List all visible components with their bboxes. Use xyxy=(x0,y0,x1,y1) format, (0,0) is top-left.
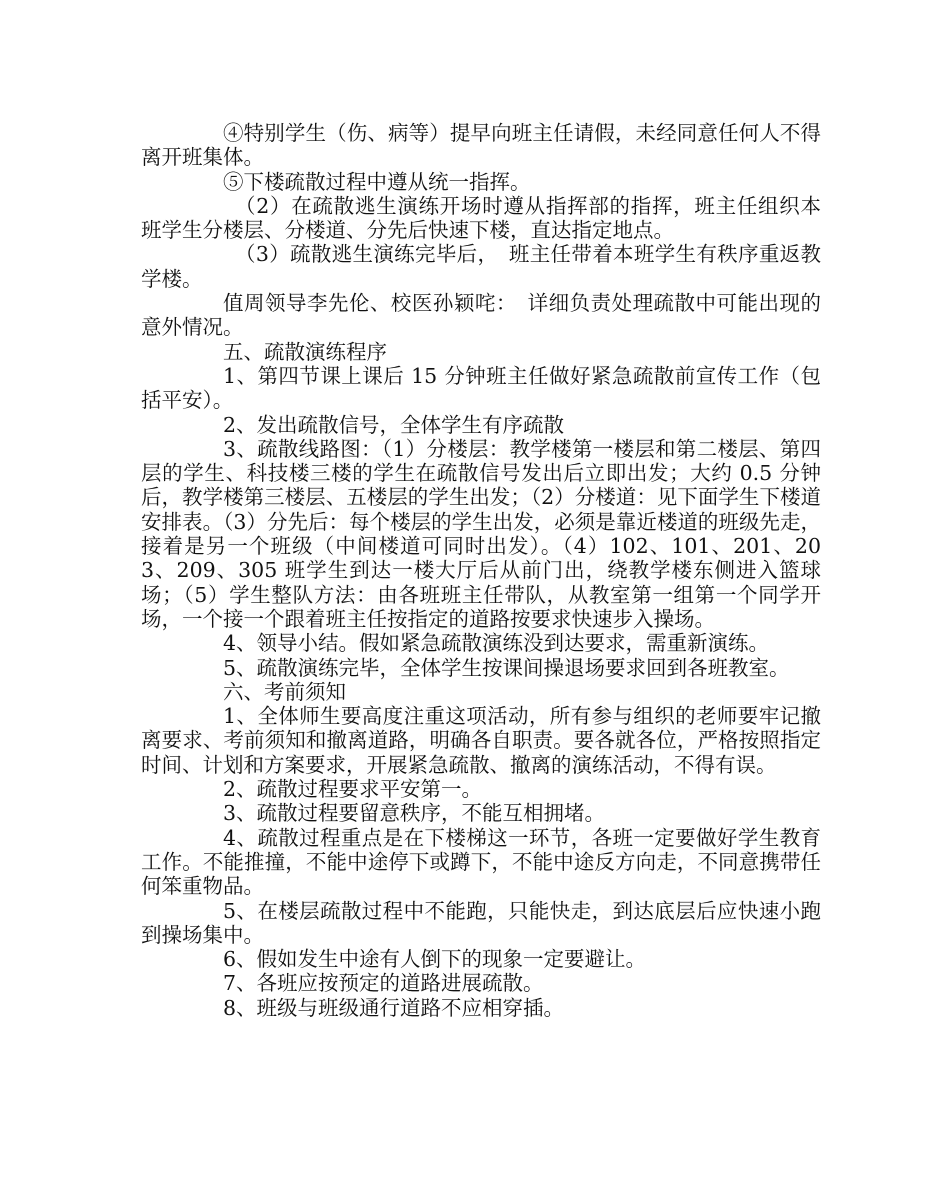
paragraph-procedure-2: 2、发出疏散信号，全体学生有序疏散 xyxy=(223,412,565,437)
paragraph-follow-command: ⑤下楼疏散过程中遵从统一指挥。 xyxy=(223,169,531,194)
paragraph-note-2: 2、疏散过程要求平安第一。 xyxy=(223,777,483,802)
paragraph-special-students: ④特别学生（伤、病等）提早向班主任请假，未经同意任何人不得离开班集体。 xyxy=(141,121,821,170)
paragraph-procedure-3: 3、疏散线路图：（1）分楼层：教学楼第一楼层和第二楼层、第四层的学生、科技楼三楼的学生在疏散信号发出后立即出发；大约 0.5 分钟后，教学楼第三楼层、五楼层的学生出发；（2）分楼道：见下面学生下楼道安排表。（3）分先后：每个楼层的学生出发，必须是靠近楼道的班级先走，接着是另一个班级（中间楼道可同时出发）。（4）102、101、201、203、209、305 班学生到达一楼大厅后从前门出，绕教学楼东侧进入篮球场；（5）学生整队方法：由各班班主任带队，从教室第一组第一个同学开场，一个接一个跟着班主任按指定的道路按要求快速步入操场。 xyxy=(141,436,821,631)
section-heading-notes: 六、考前须知 xyxy=(223,679,346,704)
section-heading-procedure: 五、疏散演练程序 xyxy=(223,339,387,364)
paragraph-note-4: 4、疏散过程重点是在下楼梯这一环节，各班一定要做好学生教育工作。不能推撞，不能中途停下或蹲下，不能中途反方向走，不同意携带任何笨重物品。 xyxy=(141,825,821,899)
paragraph-note-1: 1、全体师生要高度注重这项活动，所有参与组织的老师要牢记撤离要求、考前须知和撤离道路，明确各自职责。要各就各位，严格按照指定时间、计划和方案要求，开展紧急疏散、撤离的演练活动，不得有误。 xyxy=(141,704,821,777)
paragraph-procedure-1: 1、第四节课上课后 15 分钟班主任做好紧急疏散前宣传工作（包括平安）。 xyxy=(141,363,821,413)
paragraph-note-3: 3、疏散过程要留意秩序，不能互相拥堵。 xyxy=(223,801,606,826)
document-body xyxy=(141,121,821,1020)
paragraph-note-7: 7、各班应按预定的道路进展疏散。 xyxy=(223,971,544,996)
paragraph-procedure-4: 4、领导小结。假如紧急疏散演练没到达要求，需重新演练。 xyxy=(223,631,770,656)
paragraph-note-8: 8、班级与班级通行道路不应相穿插。 xyxy=(223,995,565,1020)
paragraph-duty-leaders: 值周领导李先伦、校医孙颖咤： 详细负责处理疏散中可能出现的意外情况。 xyxy=(141,291,821,340)
paragraph-drill-start: （2）在疏散逃生演练开场时遵从指挥部的指挥，班主任组织本班学生分楼层、分楼道、分先后快速下楼，直达指定地点。 xyxy=(141,193,821,243)
paragraph-note-5: 5、在楼层疏散过程中不能跑，只能快走，到达底层后应快速小跑到操场集中。 xyxy=(141,898,821,947)
paragraph-drill-end: （3）疏散逃生演练完毕后， 班主任带着本班学生有秩序重返教学楼。 xyxy=(141,242,821,291)
paragraph-procedure-5: 5、疏散演练完毕，全体学生按课间操退场要求回到各班教室。 xyxy=(223,655,790,680)
paragraph-note-6: 6、假如发生中途有人倒下的现象一定要避让。 xyxy=(223,947,647,972)
